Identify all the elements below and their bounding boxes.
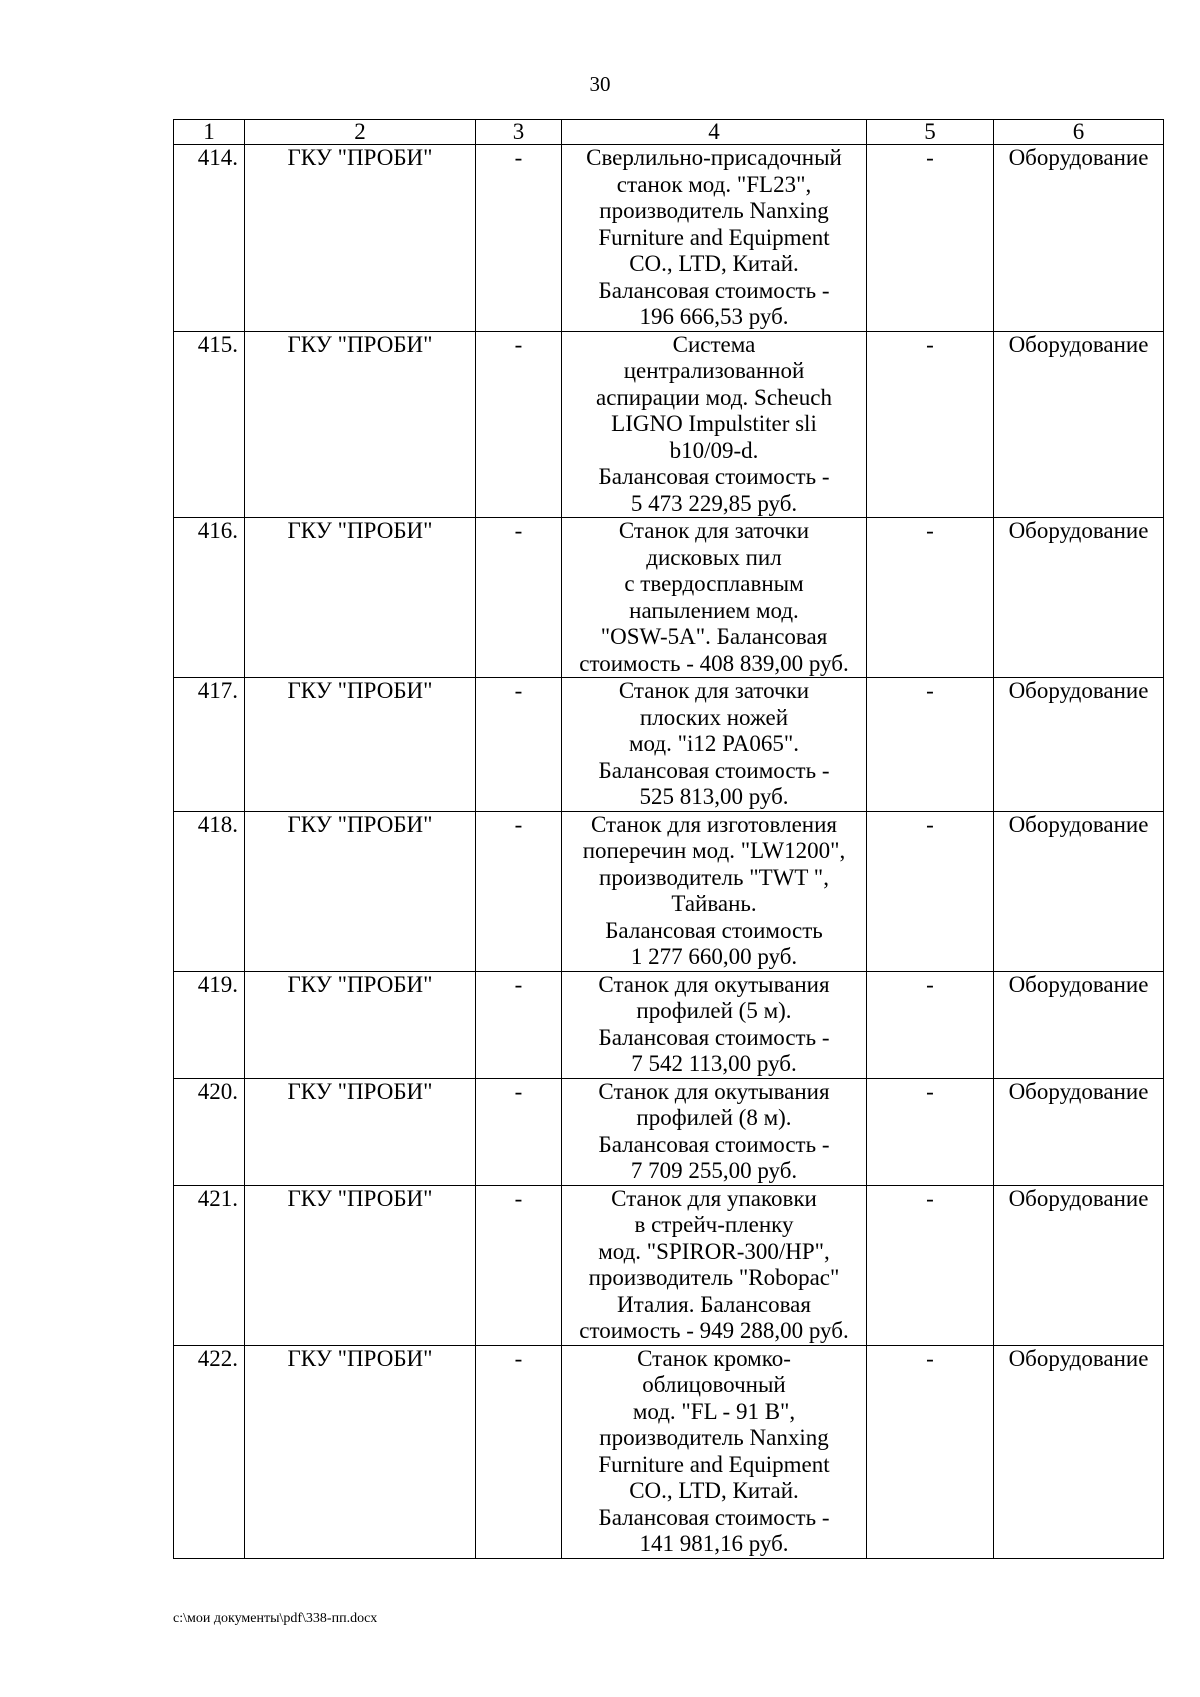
column-3-cell: - <box>476 1345 562 1558</box>
column-5-cell: - <box>867 811 994 971</box>
row-number-cell: 415. <box>174 331 245 518</box>
property-type-cell: Оборудование <box>994 145 1164 332</box>
page-number: 30 <box>589 72 611 96</box>
table-row <box>174 678 1164 812</box>
holder-cell: ГКУ "ПРОБИ" <box>245 811 476 971</box>
holder-cell: ГКУ "ПРОБИ" <box>245 1078 476 1185</box>
property-type-cell: Оборудование <box>994 1078 1164 1185</box>
description-cell: Станок для изготовления поперечин мод. "LW1200", производитель "TWT ", Тайвань. Балансовая стоимость 1 277 660,00 руб. <box>562 811 867 971</box>
table-header-row <box>174 120 1164 145</box>
description-cell: Станок для окутывания профилей (5 м). Балансовая стоимость - 7 542 113,00 руб. <box>562 971 867 1078</box>
table-row <box>174 971 1164 1078</box>
table-row <box>174 518 1164 678</box>
column-3-cell: - <box>476 678 562 812</box>
table-row <box>174 811 1164 971</box>
row-number-cell: 417. <box>174 678 245 812</box>
column-3-cell: - <box>476 811 562 971</box>
header-cell: 1 <box>174 120 245 145</box>
header-cell: 6 <box>994 120 1164 145</box>
holder-cell: ГКУ "ПРОБИ" <box>245 678 476 812</box>
property-type-cell: Оборудование <box>994 811 1164 971</box>
table-row <box>174 331 1164 518</box>
column-5-cell: - <box>867 1078 994 1185</box>
row-number-cell: 419. <box>174 971 245 1078</box>
column-5-cell: - <box>867 1345 994 1558</box>
column-3-cell: - <box>476 331 562 518</box>
property-type-cell: Оборудование <box>994 1185 1164 1345</box>
column-3-cell: - <box>476 1185 562 1345</box>
row-number-cell: 422. <box>174 1345 245 1558</box>
table-row <box>174 145 1164 332</box>
column-5-cell: - <box>867 518 994 678</box>
description-cell: Сверлильно-присадочный станок мод. "FL23", производитель Nanxing Furniture and Equipment CO., LTD, Китай. Балансовая стоимость - 196 666,53 руб. <box>562 145 867 332</box>
description-cell: Система централизованной аспирации мод. Scheuch LIGNO Impulstiter sli b10/09-d. Балансовая стоимость - 5 473 229,85 руб. <box>562 331 867 518</box>
table-row <box>174 1185 1164 1345</box>
column-3-cell: - <box>476 1078 562 1185</box>
property-type-cell: Оборудование <box>994 971 1164 1078</box>
holder-cell: ГКУ "ПРОБИ" <box>245 145 476 332</box>
holder-cell: ГКУ "ПРОБИ" <box>245 518 476 678</box>
row-number-cell: 416. <box>174 518 245 678</box>
file-path-footer: c:\мои документы\pdf\338-пп.docx <box>173 1611 378 1626</box>
header-cell: 5 <box>867 120 994 145</box>
property-type-cell: Оборудование <box>994 331 1164 518</box>
column-5-cell: - <box>867 678 994 812</box>
holder-cell: ГКУ "ПРОБИ" <box>245 1345 476 1558</box>
header-cell: 4 <box>562 120 867 145</box>
property-type-cell: Оборудование <box>994 1345 1164 1558</box>
description-cell: Станок для упаковки в стрейч-пленку мод. "SPIROR-300/HP", производитель "Robopac" Италия. Балансовая стоимость - 949 288,00 руб. <box>562 1185 867 1345</box>
column-3-cell: - <box>476 971 562 1078</box>
property-table <box>173 119 1164 1559</box>
header-cell: 3 <box>476 120 562 145</box>
description-cell: Станок для окутывания профилей (8 м). Балансовая стоимость - 7 709 255,00 руб. <box>562 1078 867 1185</box>
description-cell: Станок для заточки дисковых пил с твердосплавным напылением мод. "OSW-5A". Балансовая стоимость - 408 839,00 руб. <box>562 518 867 678</box>
column-3-cell: - <box>476 145 562 332</box>
table-row <box>174 1345 1164 1558</box>
column-5-cell: - <box>867 145 994 332</box>
row-number-cell: 420. <box>174 1078 245 1185</box>
column-5-cell: - <box>867 1185 994 1345</box>
header-cell: 2 <box>245 120 476 145</box>
property-type-cell: Оборудование <box>994 518 1164 678</box>
column-5-cell: - <box>867 331 994 518</box>
column-3-cell: - <box>476 518 562 678</box>
description-cell: Станок для заточки плоских ножей мод. "i12 PA065". Балансовая стоимость - 525 813,00 руб. <box>562 678 867 812</box>
row-number-cell: 418. <box>174 811 245 971</box>
holder-cell: ГКУ "ПРОБИ" <box>245 1185 476 1345</box>
row-number-cell: 421. <box>174 1185 245 1345</box>
property-type-cell: Оборудование <box>994 678 1164 812</box>
holder-cell: ГКУ "ПРОБИ" <box>245 971 476 1078</box>
table-row <box>174 1078 1164 1185</box>
description-cell: Станок кромко- облицовочный мод. "FL - 91 B", производитель Nanxing Furniture and Equipment CO., LTD, Китай. Балансовая стоимость - 141 981,16 руб. <box>562 1345 867 1558</box>
holder-cell: ГКУ "ПРОБИ" <box>245 331 476 518</box>
column-5-cell: - <box>867 971 994 1078</box>
row-number-cell: 414. <box>174 145 245 332</box>
